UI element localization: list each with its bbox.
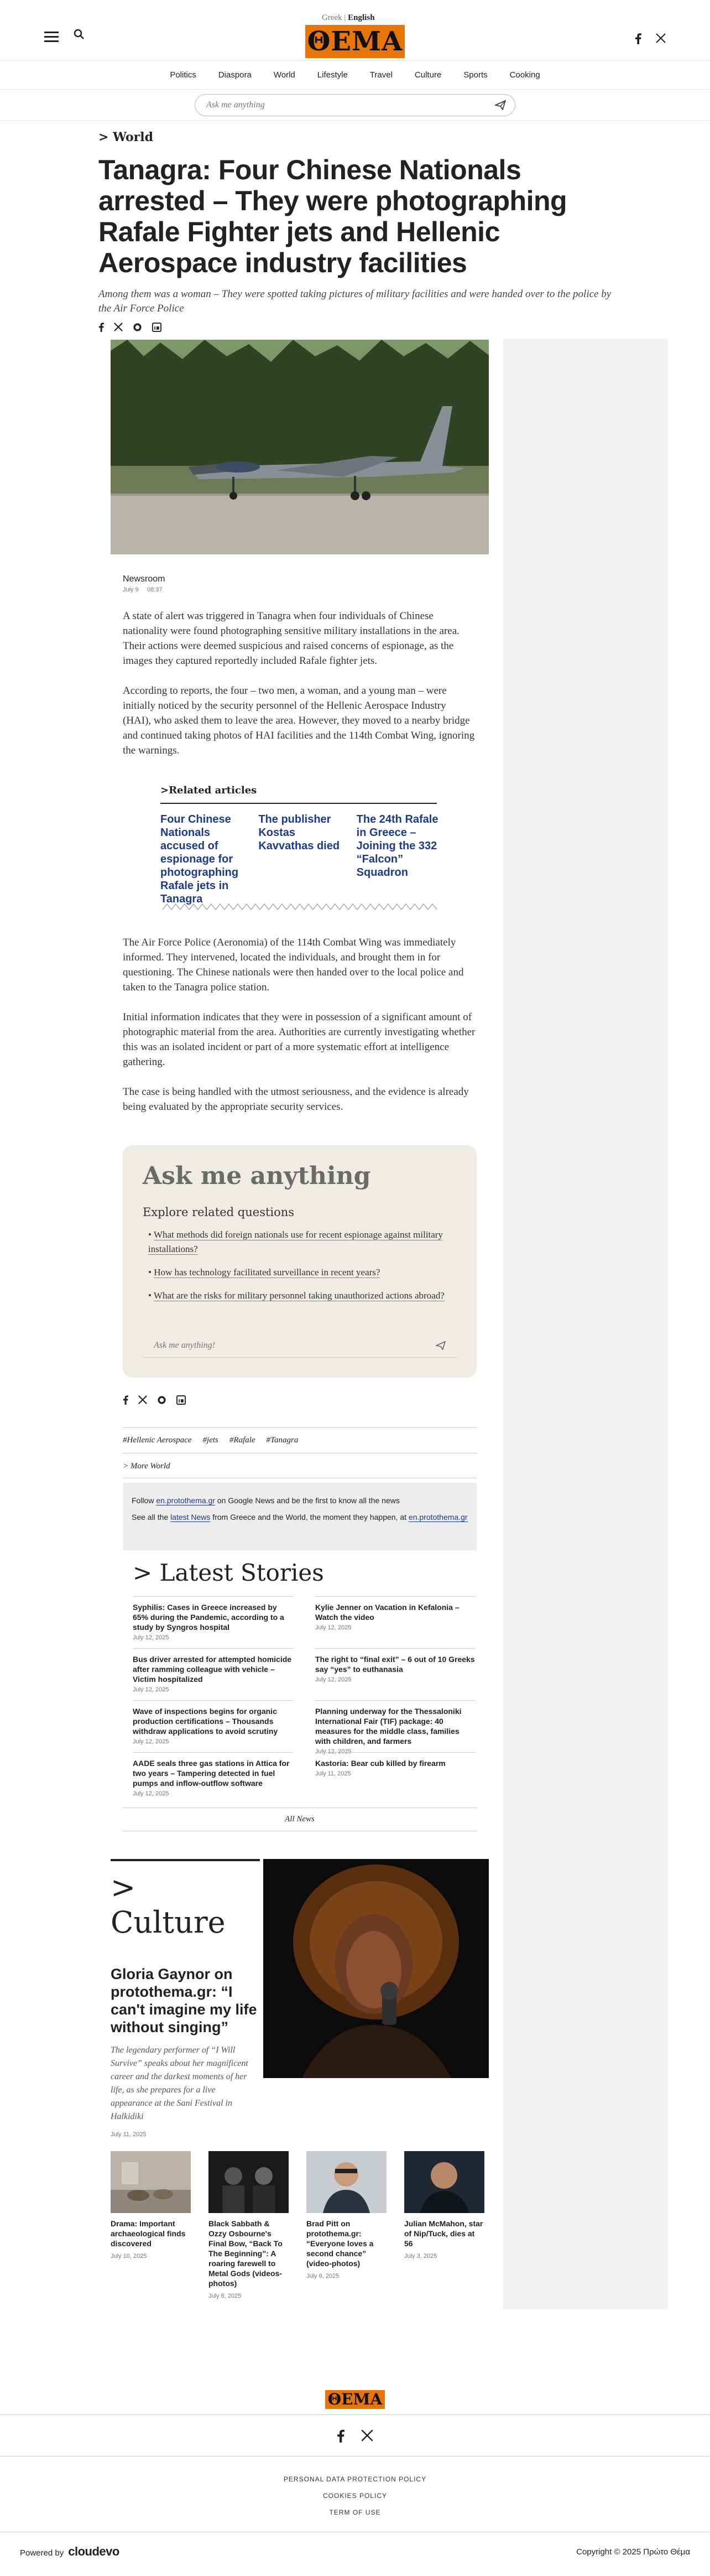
culture-card[interactable]: [404, 2151, 484, 2299]
story-item[interactable]: [133, 1752, 293, 1804]
question-3-text[interactable]: What are the risks for military personnel taking unauthorized actions abroad?: [153, 1290, 445, 1301]
footer-social: [0, 2429, 710, 2443]
culture-card-date: July 6, 2025: [208, 2293, 242, 2299]
culture-thumb-black-sabbath[interactable]: [208, 2151, 289, 2213]
powered-by: [20, 2544, 119, 2559]
ask-title: Ask me anything: [143, 1162, 371, 1190]
culture-card-date: July 6, 2025: [306, 2273, 340, 2279]
latest-stories: [123, 1559, 477, 1831]
cloudevo-logo[interactable]: cloudevo: [68, 2544, 119, 2558]
ask-input[interactable]: [206, 100, 495, 110]
search-icon[interactable]: [74, 29, 85, 40]
google-news-link[interactable]: en.protothema.gr: [156, 1496, 215, 1505]
ask-box-input[interactable]: [154, 1341, 436, 1351]
culture-card[interactable]: [306, 2151, 387, 2299]
culture-main-date: July 11, 2025: [111, 2131, 147, 2138]
follow-line-2: [132, 1512, 468, 1523]
share-bar-bottom: [123, 1395, 186, 1405]
footer-facebook-icon[interactable]: [337, 2429, 344, 2443]
question-3[interactable]: • What are the risks for military personnel taking unauthorized actions abroad?: [148, 1290, 445, 1301]
share-x-icon-bottom[interactable]: [138, 1395, 147, 1405]
question-1[interactable]: • What methods did foreign nationals use for recent espionage against military installations?: [148, 1229, 443, 1254]
culture-thumb-drama[interactable]: [111, 2151, 191, 2213]
latest-heading: > Latest Stories: [133, 1559, 324, 1586]
ask-box-input-row: [143, 1333, 457, 1358]
share-x-icon[interactable]: [114, 323, 123, 332]
story-item[interactable]: [315, 1596, 476, 1648]
article-header: [98, 130, 613, 332]
share-facebook-icon[interactable]: [98, 323, 104, 332]
copyright: Copyright © 2025 Πρώτο Θέμα: [576, 2547, 690, 2557]
culture-main-lead: The legendary performer of “I Will Survive” speaks about her magnificent career and the darkest moments of her life, as she prepares for a live appearance at the Sani Festival in Halkidiki: [111, 2045, 248, 2121]
culture-card-title[interactable]: Drama: Important archaeological finds discovered: [111, 2219, 186, 2248]
ask-bar-row: [0, 90, 710, 121]
question-2-text[interactable]: How has technology facilitated surveillance in recent years?: [154, 1267, 380, 1277]
story-title[interactable]: Kylie Jenner on Vacation in Kefalonia – Watch the video: [315, 1603, 460, 1622]
related-articles: [160, 785, 439, 906]
footer-logo[interactable]: ΘΕΜΑ: [325, 2390, 385, 2409]
follow-box: [123, 1483, 477, 1550]
tag-tanagra[interactable]: #Tanagra: [266, 1436, 299, 1445]
culture-thumb-brad-pitt[interactable]: [306, 2151, 387, 2213]
article-body-part2: [123, 935, 477, 1129]
latest-news-link[interactable]: latest News: [170, 1513, 211, 1521]
question-1-text[interactable]: What methods did foreign nationals use for recent espionage against military installations?: [148, 1229, 443, 1254]
nav-culture[interactable]: Culture: [414, 70, 442, 80]
footer-links: [0, 2471, 710, 2521]
story-title[interactable]: Planning underway for the Thessaloniki International Fair (TIF) package: 40 measures for the middle class, families with children, and farmers: [315, 1707, 462, 1746]
culture-main-image[interactable]: [263, 1859, 489, 2078]
powered-by-label: Powered by: [20, 2548, 64, 2558]
story-date: July 12, 2025: [133, 1738, 169, 1745]
article-title: Tanagra: Four Chinese Nationals arrested – They were photographing Rafale Fighter jets and Hellenic Aerospace industry facilities: [98, 154, 567, 278]
all-news-link[interactable]: All News: [123, 1808, 477, 1831]
site-home-link[interactable]: en.protothema.gr: [408, 1513, 468, 1521]
article-body-part1: [123, 609, 477, 773]
facebook-icon[interactable]: [635, 33, 641, 44]
culture-card[interactable]: [111, 2151, 191, 2299]
menu-icon[interactable]: [44, 32, 59, 45]
culture-section: [111, 1859, 489, 2299]
terms-of-use-link[interactable]: TERM OF USE: [329, 2509, 381, 2516]
related-heading: >Related articles: [160, 785, 257, 796]
question-2[interactable]: • How has technology facilitated surveillance in recent years?: [148, 1267, 380, 1277]
zigzag-divider: [163, 903, 439, 911]
ask-send-icon[interactable]: [436, 1341, 446, 1350]
lang-greek-link[interactable]: Greek: [322, 13, 342, 22]
story-title[interactable]: Kastoria: Bear cub killed by firearm: [315, 1759, 446, 1768]
language-switch: [322, 13, 375, 23]
cookies-policy-link[interactable]: COOKIES POLICY: [322, 2492, 388, 2500]
story-item[interactable]: [133, 1596, 293, 1648]
story-title[interactable]: Wave of inspections begins for organic production certifications – Thousands withdraw applications to avoid scrutiny: [133, 1707, 278, 1736]
site-footer: [0, 2390, 710, 2559]
culture-card-date: July 10, 2025: [111, 2253, 147, 2260]
tag-rafale[interactable]: #Rafale: [229, 1436, 255, 1445]
nav-world[interactable]: World: [273, 70, 295, 80]
story-item[interactable]: [133, 1700, 293, 1752]
site-logo[interactable]: ΘΕΜΑ: [305, 25, 405, 58]
culture-card-title[interactable]: Julian McMahon, star of Nip/Tuck, dies at 56: [404, 2219, 483, 2248]
footer-bottom: [0, 2544, 710, 2559]
nav-diaspora[interactable]: Diaspora: [218, 70, 252, 80]
related-divider: [160, 803, 437, 804]
site-header: [0, 0, 710, 61]
culture-card[interactable]: [208, 2151, 289, 2299]
follow-line-1: [132, 1495, 468, 1506]
story-item[interactable]: [133, 1648, 293, 1700]
header-social: [635, 33, 666, 44]
publish-time: 08:37: [147, 586, 163, 593]
related-link-2[interactable]: The publisher Kostas Kavvathas died: [258, 813, 340, 852]
story-date: July 12, 2025: [315, 1624, 352, 1631]
share-bar-top: [98, 323, 613, 332]
story-date: July 12, 2025: [133, 1634, 169, 1641]
article-lead: Among them was a woman – They were spotted taking pictures of military facilities and were handed over to the police by the Air Force Police: [98, 288, 612, 314]
story-title[interactable]: Syphilis: Cases in Greece increased by 65% during the Pandemic, according to a study by Syngros hospital: [133, 1603, 284, 1632]
more-world-link[interactable]: > More World: [123, 1455, 477, 1478]
paragraph-5: The case is being handled with the utmost seriousness, and the evidence is already being evaluated by the appropriate security services.: [123, 1086, 469, 1113]
author-name[interactable]: Newsroom: [123, 574, 165, 584]
story-title[interactable]: AADE seals three gas stations in Attica for two years – Tampering detected in fuel pumps and inflow-outflow software: [133, 1759, 290, 1788]
share-linkedin-icon-bottom[interactable]: [176, 1395, 186, 1405]
publish-day: July 9: [123, 586, 139, 593]
related-link-3[interactable]: The 24th Rafale in Greece – Joining the 332 “Falcon” Squadron: [356, 813, 438, 879]
story-date: July 12, 2025: [133, 1790, 169, 1797]
ask-subtitle: Explore related questions: [143, 1206, 295, 1219]
culture-card-title[interactable]: Black Sabbath & Ozzy Osbourne's Final Bow, “Back To The Beginning”: A roaring farewell to Metal Gods (videos-photos): [208, 2219, 283, 2288]
paragraph-4: Initial information indicates that they were in possession of a significant amount of photographic material from the area. Authorities are currently investigating whether this was an isolated incident or part of a more systematic effort at intelligence gathering.: [123, 1011, 476, 1068]
culture-thumb-julian-mcmahon[interactable]: [404, 2151, 484, 2213]
ask-bar: [195, 94, 515, 116]
share-whatsapp-icon-bottom[interactable]: [157, 1395, 166, 1405]
x-icon[interactable]: [656, 33, 666, 44]
lang-english-link[interactable]: English: [348, 13, 375, 22]
nav-lifestyle[interactable]: Lifestyle: [317, 70, 348, 80]
nav-travel[interactable]: Travel: [369, 70, 393, 80]
paragraph-1: A state of alert was triggered in Tanagra when four individuals of Chinese nationality were found photographing sensitive military installations in the area. Their actions were deemed suspicious and raised concerns of espionage, as the images they captured reportedly included Rafale fighter jets.: [123, 610, 460, 667]
related-link-1[interactable]: Four Chinese Nationals accused of espionage for photographing Rafale jets in Tanagra: [160, 813, 239, 905]
ask-me-anything-box: [123, 1145, 477, 1378]
nav-cooking[interactable]: Cooking: [509, 70, 540, 80]
article-hero-image: [111, 340, 489, 554]
paragraph-2: According to reports, the four – two men, a woman, and a young man – were initially noticed by the security personnel of the Hellenic Aerospace Industry (HAI), who asked them to leave the area. However, they moved to a nearby bridge and continued taking photos of HAI facilities and the 114th Combat Wing, ignoring the warnings.: [123, 685, 475, 756]
tag-hellenic-aerospace[interactable]: #Hellenic Aerospace: [123, 1436, 192, 1445]
story-title[interactable]: The right to “final exit” – 6 out of 10 Greeks say “yes” to euthanasia: [315, 1655, 475, 1674]
story-date: July 12, 2025: [133, 1686, 169, 1693]
story-item[interactable]: [315, 1752, 476, 1804]
follow-text-2a: See all the: [132, 1513, 171, 1521]
ad-sidebar: [503, 339, 668, 2309]
nav-sports[interactable]: Sports: [463, 70, 488, 80]
follow-text-2b: from Greece and the World, the moment they happen, at: [210, 1513, 409, 1521]
lang-separator: |: [344, 13, 346, 22]
footer-divider: [0, 2414, 710, 2415]
tag-jets[interactable]: #jets: [202, 1436, 218, 1445]
paragraph-3: The Air Force Police (Aeronomia) of the 114th Combat Wing was immediately informed. They intervened, located the individuals, and brought them in for questioning. The Chinese nationals were then handed over to the local police and taken to the Tanagra police station.: [123, 937, 464, 993]
follow-text-1a: Follow: [132, 1496, 156, 1505]
nav-politics[interactable]: Politics: [170, 70, 196, 80]
culture-card-title[interactable]: Brad Pitt on protothema.gr: “Everyone loves a second chance” (video-photos): [306, 2219, 374, 2268]
main-nav: [0, 61, 710, 90]
tag-list: [123, 1427, 477, 1453]
culture-card-date: July 3, 2025: [404, 2253, 437, 2260]
share-facebook-icon-bottom[interactable]: [123, 1395, 128, 1405]
follow-text-1b: on Google News and be the first to know all the news: [215, 1496, 400, 1505]
share-linkedin-icon[interactable]: [152, 323, 161, 332]
publish-date: [123, 586, 165, 593]
story-item[interactable]: [315, 1648, 476, 1700]
share-whatsapp-icon[interactable]: [133, 323, 142, 332]
culture-heading[interactable]: > Culture: [111, 1859, 260, 1940]
section-breadcrumb[interactable]: > World: [98, 130, 154, 144]
story-date: July 12, 2025: [315, 1676, 352, 1683]
story-title[interactable]: Bus driver arrested for attempted homicide after ramming colleague with vehicle – Victim hospitalized: [133, 1655, 292, 1684]
story-date: July 12, 2025: [315, 1748, 352, 1755]
byline: [123, 574, 165, 593]
footer-x-icon[interactable]: [361, 2429, 373, 2443]
culture-main-title[interactable]: Gloria Gaynor on protothema.gr: “I can't imagine my life without singing”: [111, 1966, 257, 2035]
privacy-policy-link[interactable]: PERSONAL DATA PROTECTION POLICY: [283, 2475, 427, 2483]
send-icon[interactable]: [495, 100, 506, 110]
story-item[interactable]: [315, 1700, 476, 1755]
story-date: July 11, 2025: [315, 1770, 351, 1777]
